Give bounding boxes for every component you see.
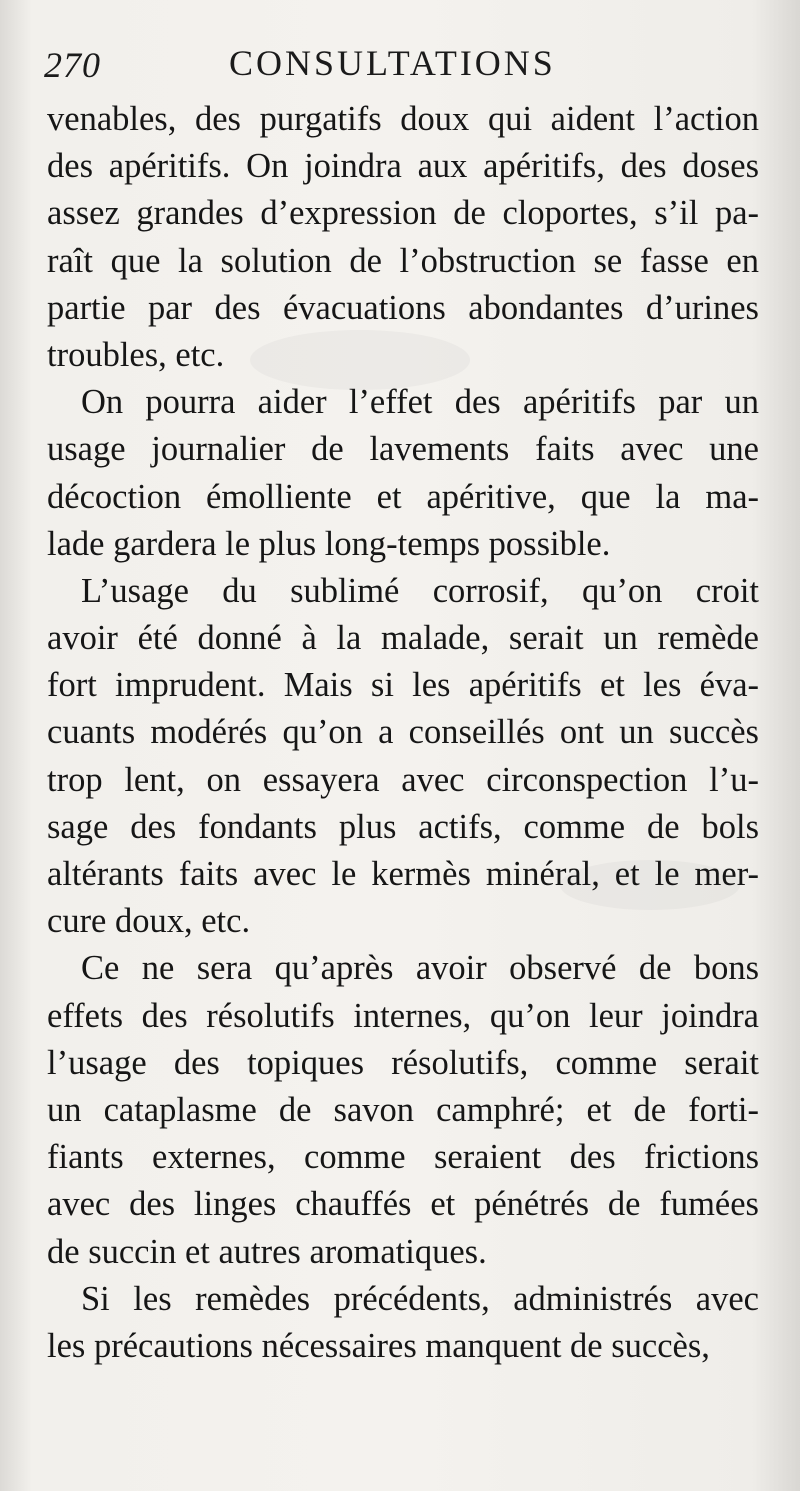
- body-text: [47, 96, 759, 1370]
- text-line: partie par des évacuations abondantes d’urines: [47, 288, 759, 327]
- text-line: L’usage du sublimé corrosif, qu’on croit: [81, 571, 759, 610]
- page-number: 270: [44, 45, 101, 85]
- text-line: avec des linges chauffés et pénétrés de fumées: [47, 1185, 759, 1224]
- text-line: fort imprudent. Mais si les apéritifs et les éva-: [47, 666, 759, 705]
- text-line: raît que la solution de l’obstruction se fasse en: [47, 241, 759, 280]
- text-line: cuants modérés qu’on a conseillés ont un succès: [47, 713, 759, 752]
- text-line: On pourra aider l’effet des apéritifs par un: [81, 383, 759, 422]
- paragraph: [47, 945, 759, 1275]
- text-line: assez grandes d’expression de cloportes, s’il pa-: [47, 194, 759, 233]
- paragraph: [47, 568, 759, 946]
- text-line: Si les remèdes précédents, administrés avec: [81, 1279, 759, 1318]
- text-line: décoction émolliente et apéritive, que la ma-: [47, 477, 759, 516]
- text-line: lade gardera le plus long-temps possible.: [47, 524, 611, 563]
- text-line: usage journalier de lavements faits avec une: [47, 430, 759, 469]
- running-title: CONSULTATIONS: [229, 43, 556, 83]
- text-line: altérants faits avec le kermès minéral, et le mer-: [47, 855, 759, 893]
- paragraph: [47, 379, 759, 568]
- page-header: [42, 38, 757, 88]
- text-line: cure doux, etc.: [47, 902, 251, 941]
- text-line: fiants externes, comme seraient des frictions: [47, 1138, 759, 1177]
- paragraph: [47, 1276, 759, 1370]
- text-line: sage des fondants plus actifs, comme de bols: [47, 807, 759, 846]
- text-line: Ce ne sera qu’après avoir observé de bons: [81, 949, 759, 988]
- text-line: des apéritifs. On joindra aux apéritifs, des doses: [47, 147, 759, 186]
- text-line: l’usage des topiques résolutifs, comme serait: [47, 1043, 759, 1082]
- text-line: un cataplasme de savon camphré; et de forti-: [47, 1090, 759, 1129]
- text-line: troubles, etc.: [47, 335, 225, 374]
- text-line: trop lent, on essayera avec circonspection l’u-: [47, 760, 759, 799]
- text-line: effets des résolutifs internes, qu’on leur joindra: [47, 996, 759, 1035]
- text-line: les précautions nécessaires manquent de succès,: [47, 1326, 710, 1365]
- text-line: venables, des purgatifs doux qui aident l’action: [47, 100, 759, 138]
- paragraph: [47, 96, 759, 379]
- text-line: avoir été donné à la malade, serait un remède: [47, 619, 759, 658]
- text-line: de succin et autres aromatiques.: [47, 1232, 487, 1271]
